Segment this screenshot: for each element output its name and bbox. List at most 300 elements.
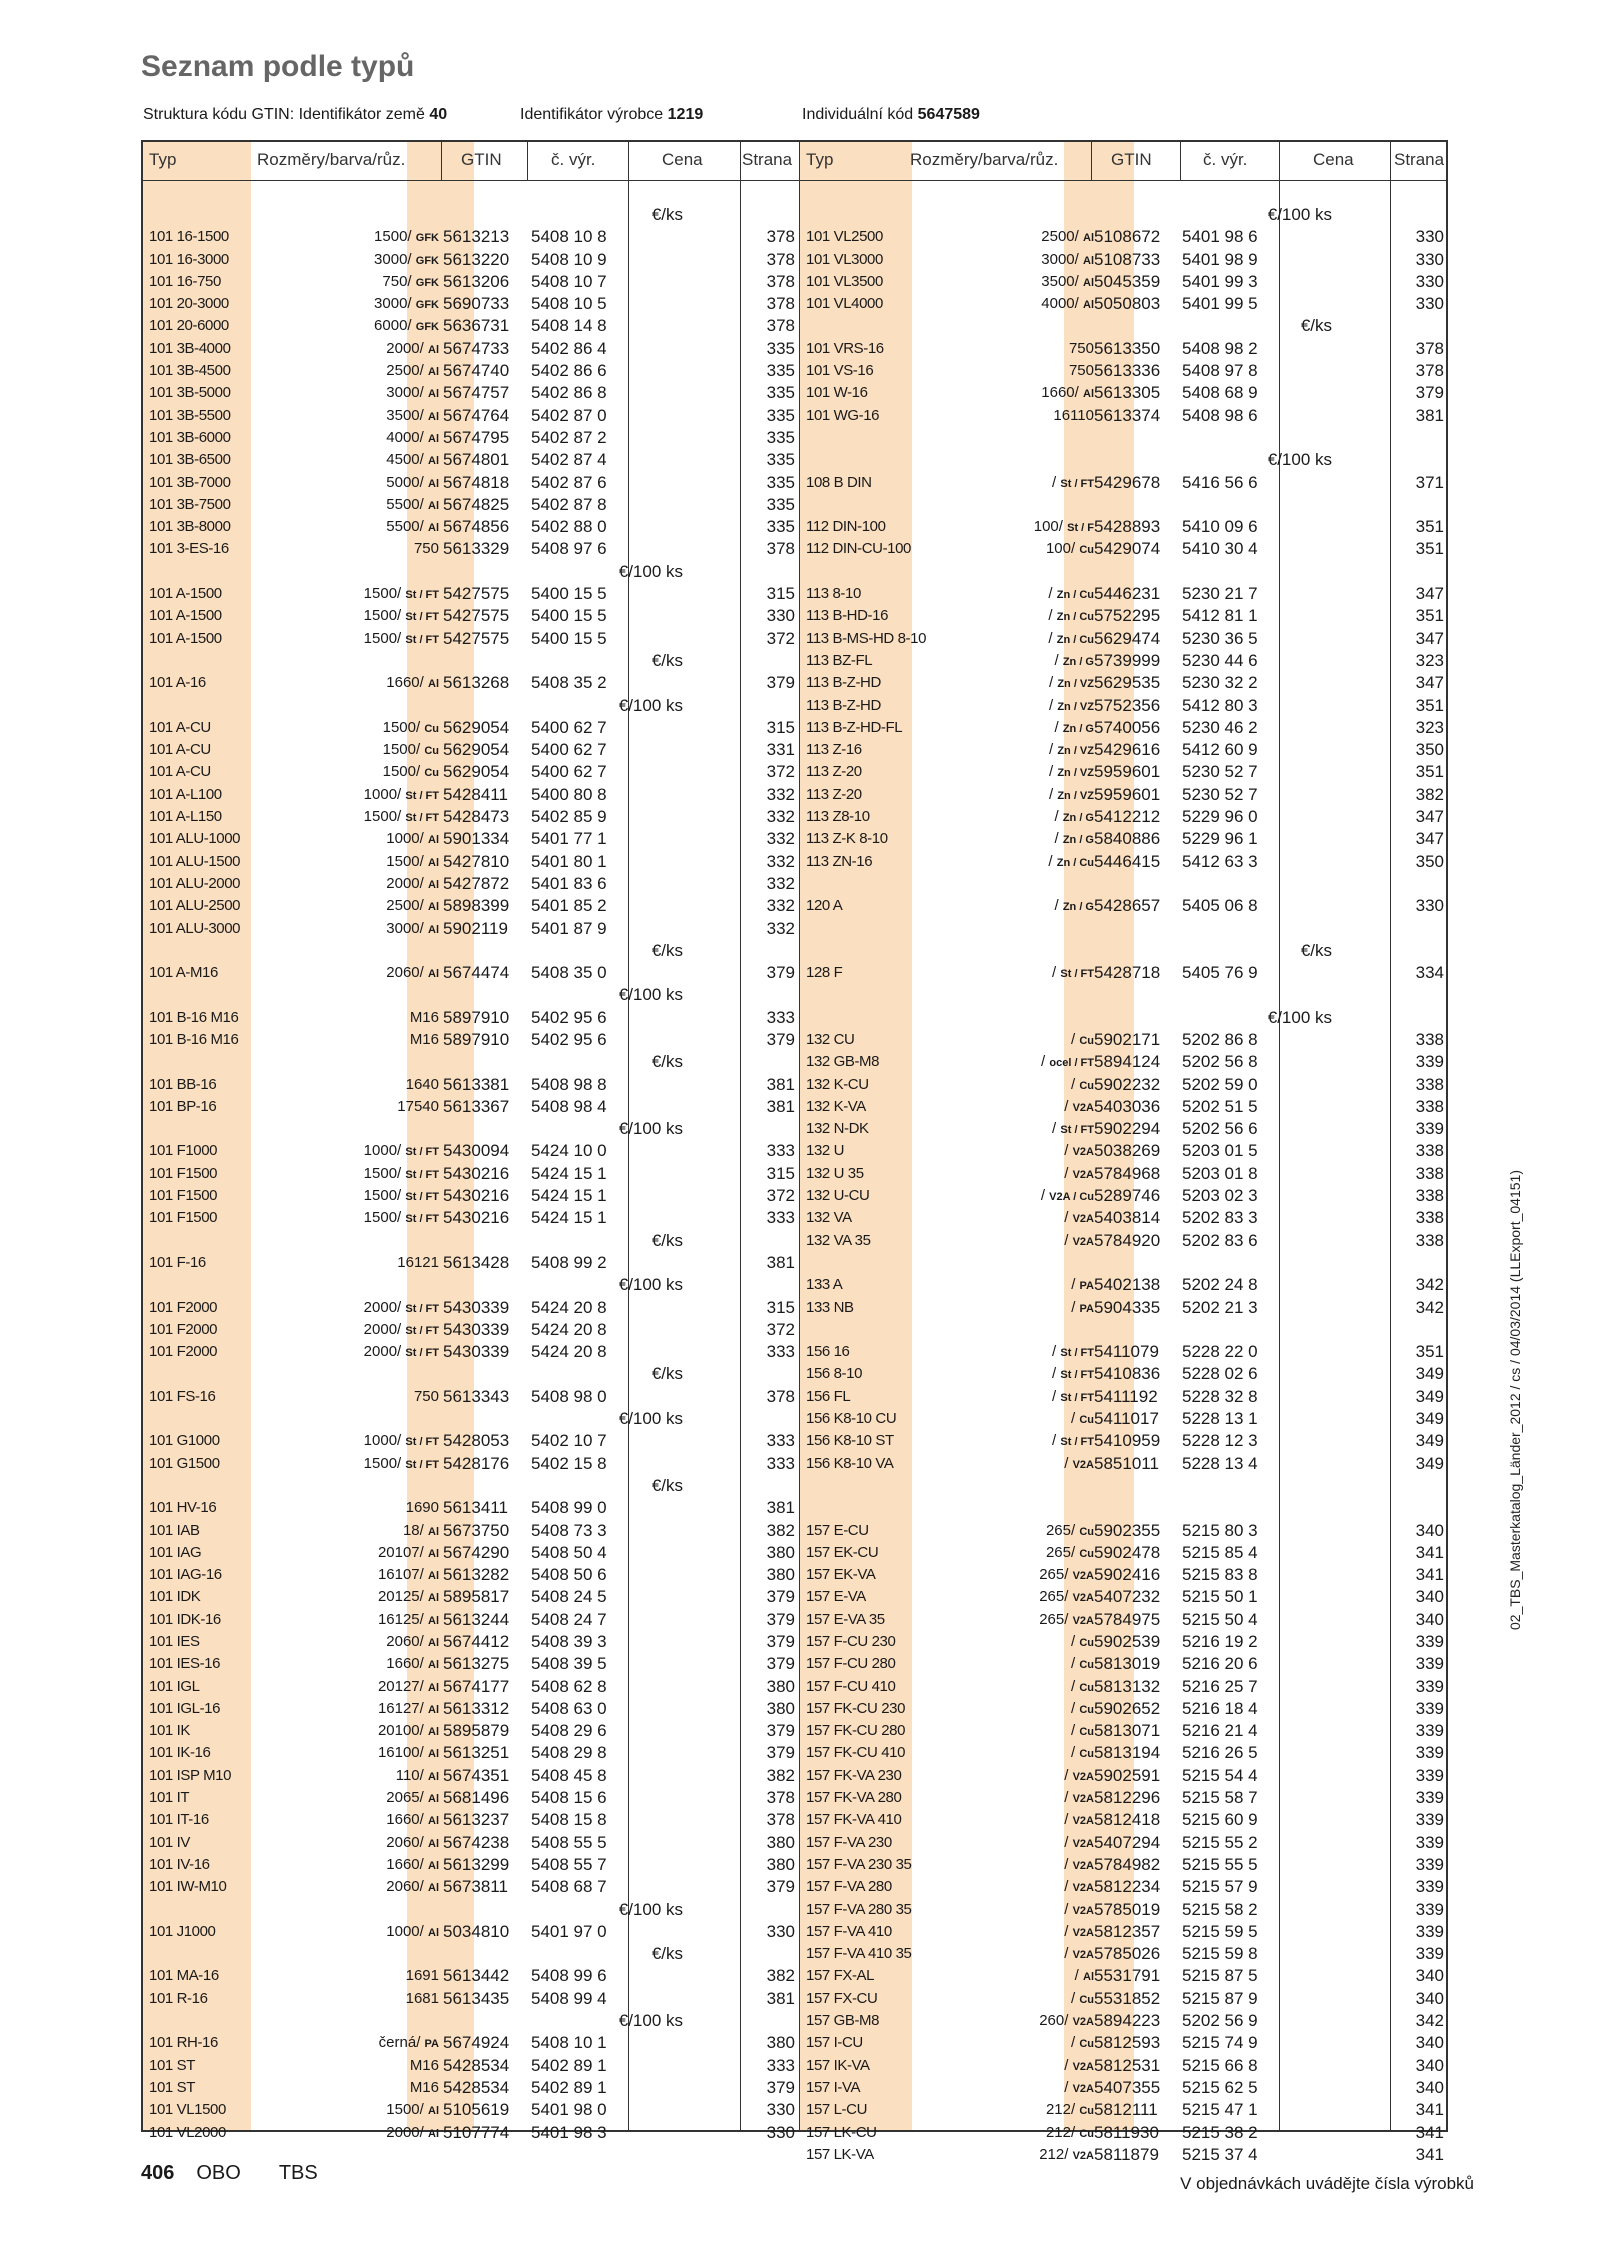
cell-rozmery: / Zn / G: [1054, 897, 1094, 915]
cell-rozmery: 265/ Cu: [1045, 1543, 1094, 1561]
cell-material: V2A: [1072, 1882, 1094, 1895]
cell-material: V2A: [1072, 1926, 1094, 1939]
col-cislo: č. výr.: [551, 150, 596, 169]
cell-product-number: 5424 15 1: [531, 1163, 607, 1183]
table-row: [143, 1965, 799, 1987]
cell-dimension: 1500: [386, 2101, 420, 2119]
cell-product-number: 5408 15 8: [531, 1810, 607, 1830]
cell-product-number: 5216 25 7: [1182, 1676, 1258, 1696]
cell-material: St / FT: [405, 812, 439, 825]
cell-rozmery: [414, 1386, 439, 1408]
cell-page: 380: [766, 1676, 795, 1696]
table-row: [143, 1988, 799, 2010]
cell-gtin: 5752356: [1094, 695, 1161, 715]
spacer-row: [800, 561, 1448, 583]
cell-product-number: 5215 37 4: [1182, 2144, 1258, 2164]
cell-product-number: 5215 62 5: [1182, 2077, 1258, 2097]
cell-typ: 157 LK-VA: [806, 2145, 874, 2163]
cell-page: 378: [766, 1386, 795, 1406]
cell-typ: 113 Z-20: [806, 763, 862, 781]
table-row: [143, 1140, 799, 1162]
cell-material: Zn / VZ: [1057, 767, 1094, 780]
cell-page: 335: [766, 450, 795, 470]
cell-gtin: 5407294: [1094, 1832, 1161, 1852]
cell-page: 378: [766, 249, 795, 269]
cell-gtin: 5812357: [1094, 1921, 1161, 1941]
cell-page: 340: [1415, 1520, 1444, 1540]
cell-gtin: 5785026: [1094, 1944, 1161, 1964]
table-row: [143, 1832, 799, 1854]
table-row: [143, 1430, 799, 1452]
cell-typ: 101 20-3000: [149, 295, 229, 313]
cell-page: 333: [766, 1342, 795, 1362]
cell-material: St / FT: [405, 611, 439, 624]
cell-material: Al: [428, 432, 439, 445]
col-rozmery: Rozměry/barva/růz.: [910, 150, 1059, 169]
cell-gtin: 5429616: [1094, 740, 1161, 760]
cell-typ: 101 3B-6500: [149, 451, 231, 469]
cell-typ: 157 FX-CU: [806, 1989, 878, 2007]
order-note: V objednávkách uvádějte čísla výrobků: [1180, 2174, 1474, 2193]
cell-gtin: 5427575: [443, 606, 510, 626]
cell-typ: 101 ST: [149, 2056, 195, 2074]
cell-gtin: 5410836: [1094, 1364, 1161, 1384]
cell-dimension: 2000: [386, 339, 420, 357]
cell-page: 332: [766, 918, 795, 938]
cell-rozmery: 1660/ Al: [386, 1811, 439, 1829]
cell-product-number: 5408 99 0: [531, 1498, 607, 1518]
cell-dimension: 16125: [377, 1610, 420, 1628]
cell-material: Al: [428, 1570, 439, 1583]
cell-dimension: 1500: [363, 1164, 398, 1182]
cell-dimension: 1500: [382, 763, 416, 781]
cell-typ: 101 3B-8000: [149, 518, 231, 536]
cell-page: 338: [1415, 1074, 1444, 1094]
cell-gtin: 5901334: [443, 829, 510, 849]
cell-page: 379: [766, 1632, 795, 1651]
cell-dimension: M16: [409, 1008, 439, 1026]
cell-rozmery: [406, 1965, 439, 1987]
cell-product-number: 5424 20 8: [531, 1342, 607, 1362]
cell-typ: 101 IT-16: [149, 1811, 209, 1829]
cell-typ: 101 IDK-16: [149, 1610, 221, 1628]
cell-page: 333: [766, 1453, 795, 1473]
cell-rozmery: / Zn / VZ: [1048, 674, 1094, 692]
cell-gtin: 5428411: [443, 784, 508, 804]
table-row: [143, 2032, 799, 2054]
cell-typ: 101 IK: [149, 1722, 190, 1740]
cell-page: 382: [1415, 784, 1444, 804]
cell-gtin: 5613428: [443, 1252, 510, 1272]
cell-material: Al: [428, 343, 439, 356]
table-row: [800, 1520, 1448, 1542]
cell-dimension: 3000: [374, 250, 408, 268]
table-row: [800, 1921, 1448, 1943]
cell-page: 351: [1415, 762, 1444, 782]
cell-typ: 101 A-M16: [149, 964, 218, 982]
cell-typ: 132 VA: [806, 1209, 852, 1227]
cell-dimension: 265: [1039, 1610, 1065, 1628]
cell-page: 333: [766, 2055, 795, 2075]
cell-material: Cu: [1079, 1659, 1094, 1672]
cell-gtin: 5428534: [443, 2077, 510, 2097]
cell-product-number: 5215 87 5: [1182, 1966, 1258, 1986]
cell-page: 379: [766, 1587, 795, 1607]
cell-material: V2A: [1072, 1904, 1094, 1917]
cell-gtin: 5894124: [1094, 1052, 1161, 1072]
price-unit: €/100 ks: [618, 1899, 683, 1919]
cell-typ: 101 A-1500: [149, 607, 222, 625]
cell-gtin: 5045359: [1094, 271, 1161, 291]
cell-page: 379: [1415, 383, 1444, 403]
cell-rozmery: / Zn / G: [1054, 808, 1094, 826]
cell-material: Al: [428, 678, 439, 691]
cell-page: 332: [766, 873, 795, 893]
cell-material: St / FT: [405, 1324, 439, 1337]
cell-gtin: 5613381: [443, 1074, 510, 1094]
cell-typ: 101 VL4000: [806, 295, 883, 313]
cell-product-number: 5215 60 9: [1182, 1810, 1258, 1830]
cell-rozmery: 1500/ St / FT: [363, 629, 439, 647]
cell-gtin: 5674825: [443, 494, 510, 514]
cell-dimension: 2500: [386, 897, 420, 915]
cell-gtin: 5613336: [1094, 361, 1161, 381]
cell-dimension: 1500: [363, 1454, 398, 1472]
cell-dimension: 1500: [363, 629, 398, 647]
page-footer: [141, 2162, 318, 2185]
cell-page: 315: [766, 717, 795, 737]
cell-gtin: 5412212: [1094, 807, 1161, 827]
cell-typ: 101 ST: [149, 2078, 195, 2096]
cell-product-number: 5424 15 1: [531, 1186, 607, 1206]
cell-typ: 101 16-750: [149, 272, 221, 290]
cell-rozmery: / V2A: [1064, 1209, 1094, 1227]
cell-dimension: 750: [413, 1387, 439, 1405]
table-row: [143, 761, 799, 783]
table-row: [800, 1653, 1448, 1675]
cell-rozmery: 2500/ Al: [386, 897, 439, 915]
cell-product-number: 5401 98 6: [1182, 227, 1258, 247]
cell-page: 330: [766, 2122, 795, 2142]
gtin-country-id: 40: [429, 106, 448, 123]
cell-product-number: 5408 15 6: [531, 1788, 607, 1808]
table-row: [143, 1341, 799, 1363]
table-row: [143, 494, 799, 516]
cell-material: Al: [428, 1770, 439, 1783]
cell-typ: 101 F1500: [149, 1209, 218, 1227]
table-row: [143, 1787, 799, 1809]
cell-rozmery: 2000/ St / FT: [363, 1298, 439, 1316]
cell-product-number: 5408 98 8: [531, 1074, 607, 1094]
table-header-left: [143, 142, 799, 181]
spacer-row: [800, 427, 1448, 449]
cell-typ: 101 FS-16: [149, 1387, 216, 1405]
table-row: [800, 538, 1448, 560]
cell-page: 378: [766, 539, 795, 559]
cell-rozmery: / Cu: [1070, 1744, 1094, 1762]
cell-gtin: 5613374: [1094, 405, 1161, 425]
cell-page: 333: [766, 1208, 795, 1228]
table-row: [143, 739, 799, 761]
price-unit: €/100 ks: [1267, 1007, 1332, 1027]
cell-gtin: 5902478: [1094, 1542, 1161, 1562]
cell-product-number: 5408 98 4: [531, 1096, 607, 1116]
cell-gtin: 5674290: [443, 1542, 510, 1562]
cell-typ: 101 16-1500: [149, 228, 229, 246]
cell-typ: 101 F2000: [149, 1298, 218, 1316]
table-row: [143, 895, 799, 917]
table-row: [143, 1185, 799, 1207]
cell-gtin: 5613305: [1094, 383, 1161, 403]
spacer-row: [800, 1252, 1448, 1274]
cell-page: 339: [1415, 1698, 1444, 1718]
cell-typ: 156 FL: [806, 1387, 851, 1405]
cell-dimension: 3000: [386, 919, 420, 937]
cell-page: 381: [766, 1096, 795, 1116]
table-row: [800, 1386, 1448, 1408]
table-row: [800, 2077, 1448, 2099]
cell-product-number: 5203 01 8: [1182, 1163, 1258, 1183]
col-typ: Typ: [806, 150, 834, 169]
cell-page: 342: [1415, 1275, 1444, 1295]
cell-gtin: 5411192: [1094, 1386, 1158, 1406]
header-divider: [1180, 142, 1181, 180]
cell-product-number: 5408 99 2: [531, 1252, 607, 1272]
cell-typ: 157 F-VA 410 35: [806, 1945, 912, 1963]
cell-material: Cu: [1079, 1681, 1094, 1694]
cell-rozmery: [397, 1252, 439, 1274]
cell-material: Al: [428, 1726, 439, 1739]
cell-page: 330: [1415, 294, 1444, 314]
cell-material: Al: [428, 1793, 439, 1806]
table-row: [143, 360, 799, 382]
cell-product-number: 5228 13 1: [1182, 1409, 1258, 1429]
table-row: [800, 2032, 1448, 2054]
cell-typ: 156 K8-10 ST: [806, 1432, 894, 1450]
cell-typ: 132 GB-M8: [806, 1053, 880, 1071]
table-row: [800, 1051, 1448, 1073]
cell-product-number: 5228 13 4: [1182, 1453, 1258, 1473]
cell-page: 339: [1415, 1854, 1444, 1874]
cell-rozmery: / Cu: [1070, 1030, 1094, 1048]
header-divider: [1091, 142, 1092, 180]
cell-product-number: 5401 98 0: [531, 2100, 607, 2120]
cell-typ: 101 F1500: [149, 1164, 218, 1182]
cell-rozmery: 1500/ St / FT: [363, 585, 439, 603]
cell-typ: 101 3B-6000: [149, 428, 231, 446]
cell-product-number: 5402 89 1: [531, 2055, 607, 2075]
cell-rozmery: 16107/ Al: [377, 1566, 439, 1584]
cell-material: Al: [428, 1815, 439, 1828]
table-row: [800, 405, 1448, 427]
cell-product-number: 5401 87 9: [531, 918, 607, 938]
cell-product-number: 5230 32 2: [1182, 673, 1258, 693]
cell-gtin: 5784920: [1094, 1230, 1161, 1250]
col-cena: Cena: [1313, 150, 1354, 169]
table-row: [143, 427, 799, 449]
cell-gtin: 5629474: [1094, 628, 1161, 648]
cell-material: St / FT: [405, 1213, 439, 1226]
cell-gtin: 5740056: [1094, 717, 1161, 737]
cell-dimension: 100: [1045, 540, 1071, 558]
header-divider: [441, 142, 442, 180]
cell-gtin: 5613213: [443, 227, 510, 247]
gtin-manufacturer-id: 1219: [667, 106, 704, 123]
cell-material: V2A: [1072, 1570, 1094, 1583]
spacer-row: [800, 494, 1448, 516]
table-row: [800, 2010, 1448, 2032]
table-right-half: [800, 142, 1448, 2164]
cell-gtin: 5812234: [1094, 1877, 1161, 1897]
cell-typ: 101 A-16: [149, 674, 206, 692]
cell-typ: 101 VL2500: [806, 228, 883, 246]
cell-material: St / FT: [405, 1347, 439, 1360]
cell-page: 379: [766, 673, 795, 693]
cell-typ: 101 VRS-16: [806, 339, 884, 357]
cell-product-number: 5408 35 0: [531, 963, 607, 983]
table-row: [143, 1542, 799, 1564]
cell-dimension: 750: [1068, 339, 1094, 357]
table-row: [143, 605, 799, 627]
cell-rozmery: / V2A: [1064, 1789, 1094, 1807]
cell-typ: 157 F-VA 230: [806, 1833, 892, 1851]
cell-page: 379: [766, 1654, 795, 1674]
cell-rozmery: 16127/ Al: [377, 1699, 439, 1717]
cell-rozmery: 3000/ Al: [386, 384, 439, 402]
table-row: [800, 784, 1448, 806]
cell-page: 335: [766, 517, 795, 537]
cell-dimension: 1000: [363, 1432, 398, 1450]
cell-material: Cu: [1079, 544, 1094, 557]
price-unit-row: [143, 984, 799, 1006]
cell-dimension: 1500: [363, 1187, 398, 1205]
table-row: [800, 895, 1448, 917]
cell-material: V2A: [1072, 1101, 1094, 1114]
cell-rozmery: 1500/ St / FT: [363, 607, 439, 625]
cell-page: 372: [766, 628, 795, 648]
cell-page: 372: [766, 1319, 795, 1339]
table-row: [800, 1363, 1448, 1385]
price-unit: €/100 ks: [618, 1275, 683, 1295]
price-unit: €/100 ks: [618, 1409, 683, 1429]
cell-typ: 132 U 35: [806, 1164, 864, 1182]
cell-typ: 157 F-CU 280: [806, 1655, 896, 1673]
cell-product-number: 5408 29 8: [531, 1743, 607, 1763]
cell-page: 351: [1415, 606, 1444, 626]
cell-page: 341: [1415, 1565, 1444, 1585]
cell-product-number: 5215 55 2: [1182, 1832, 1258, 1852]
cell-rozmery: / Cu: [1070, 1075, 1094, 1093]
cell-material: Al: [428, 1882, 439, 1895]
cell-page: 339: [1415, 1721, 1444, 1741]
cell-material: Zn / Cu: [1056, 633, 1094, 646]
cell-product-number: 5215 80 3: [1182, 1520, 1258, 1540]
table-row: [800, 828, 1448, 850]
cell-rozmery: / Cu: [1070, 1677, 1094, 1695]
cell-rozmery: / V2A: [1064, 2056, 1094, 2074]
cell-material: V2A: [1072, 1592, 1094, 1605]
cell-product-number: 5215 54 4: [1182, 1765, 1258, 1785]
cell-product-number: 5405 76 9: [1182, 963, 1258, 983]
spacer-row: [800, 1497, 1448, 1519]
cell-product-number: 5402 89 1: [531, 2077, 607, 2097]
cell-typ: 101 3B-7000: [149, 473, 231, 491]
col-cena: Cena: [662, 150, 703, 169]
cell-gtin: 5674764: [443, 405, 510, 425]
cell-typ: 113 B-HD-16: [806, 607, 889, 625]
cell-typ: 101 A-CU: [149, 763, 211, 781]
cell-dimension: 1690: [405, 1499, 439, 1517]
cell-product-number: 5215 59 8: [1182, 1944, 1258, 1964]
cell-gtin: 5411079: [1094, 1342, 1159, 1362]
cell-rozmery: [406, 1988, 439, 2010]
cell-typ: 157 F-VA 280 35: [806, 1900, 912, 1918]
table-row: [800, 717, 1448, 739]
cell-dimension: 20107: [377, 1543, 420, 1561]
cell-page: 335: [766, 494, 795, 514]
cell-typ: 157 F-CU 230: [806, 1633, 896, 1650]
cell-material: Al: [428, 856, 439, 869]
cell-product-number: 5408 10 8: [531, 227, 607, 247]
cell-gtin: 5428657: [1094, 896, 1161, 916]
cell-product-number: 5216 19 2: [1182, 1632, 1258, 1651]
cell-dimension: 18: [402, 1521, 420, 1539]
cell-page: 333: [766, 1431, 795, 1451]
cell-typ: 101 ALU-2500: [149, 897, 241, 915]
cell-rozmery: 20107/ Al: [377, 1543, 439, 1561]
table-row: [800, 962, 1448, 984]
cell-product-number: 5202 59 0: [1182, 1074, 1258, 1094]
cell-dimension: 750: [413, 540, 439, 558]
cell-page: 378: [766, 1788, 795, 1808]
cell-dimension: 2000: [363, 1298, 398, 1316]
cell-material: Cu: [1079, 1079, 1094, 1092]
cell-material: Cu: [1079, 1547, 1094, 1560]
cell-product-number: 5412 60 9: [1182, 740, 1258, 760]
cell-dimension: 1000: [363, 785, 398, 803]
cell-typ: 156 8-10: [806, 1365, 863, 1383]
cell-rozmery: / St / FT: [1052, 1120, 1094, 1138]
cell-typ: 101 IAG-16: [149, 1566, 222, 1584]
col-cislo: č. výr.: [1203, 150, 1248, 169]
cell-dimension: 5500: [386, 518, 420, 536]
cell-dimension: 2000: [363, 1343, 398, 1361]
cell-page: 379: [766, 1609, 795, 1629]
table-row: [800, 672, 1448, 694]
cell-product-number: 5202 56 6: [1182, 1119, 1258, 1139]
table-row: [143, 449, 799, 471]
table-row: [143, 472, 799, 494]
cell-page: 330: [766, 606, 795, 626]
cell-material: Al: [428, 968, 439, 981]
table-row: [800, 2144, 1448, 2166]
cell-page: 339: [1415, 1119, 1444, 1139]
cell-typ: 101 3B-5500: [149, 406, 231, 424]
cell-gtin: 5428176: [443, 1453, 510, 1473]
cell-gtin: 5403814: [1094, 1208, 1161, 1228]
cell-page: 333: [766, 1007, 795, 1027]
cell-product-number: 5215 50 4: [1182, 1609, 1258, 1629]
cell-gtin: 5812111: [1094, 2100, 1158, 2120]
cell-gtin: 5902652: [1094, 1698, 1161, 1718]
col-strana: Strana: [1394, 150, 1445, 169]
cell-product-number: 5230 36 5: [1182, 628, 1258, 648]
cell-rozmery: [1069, 338, 1094, 360]
cell-page: 340: [1415, 1966, 1444, 1986]
price-unit-row: [143, 1408, 799, 1430]
cell-dimension: černá: [378, 2034, 417, 2052]
cell-material: St / FT: [1060, 1369, 1094, 1382]
